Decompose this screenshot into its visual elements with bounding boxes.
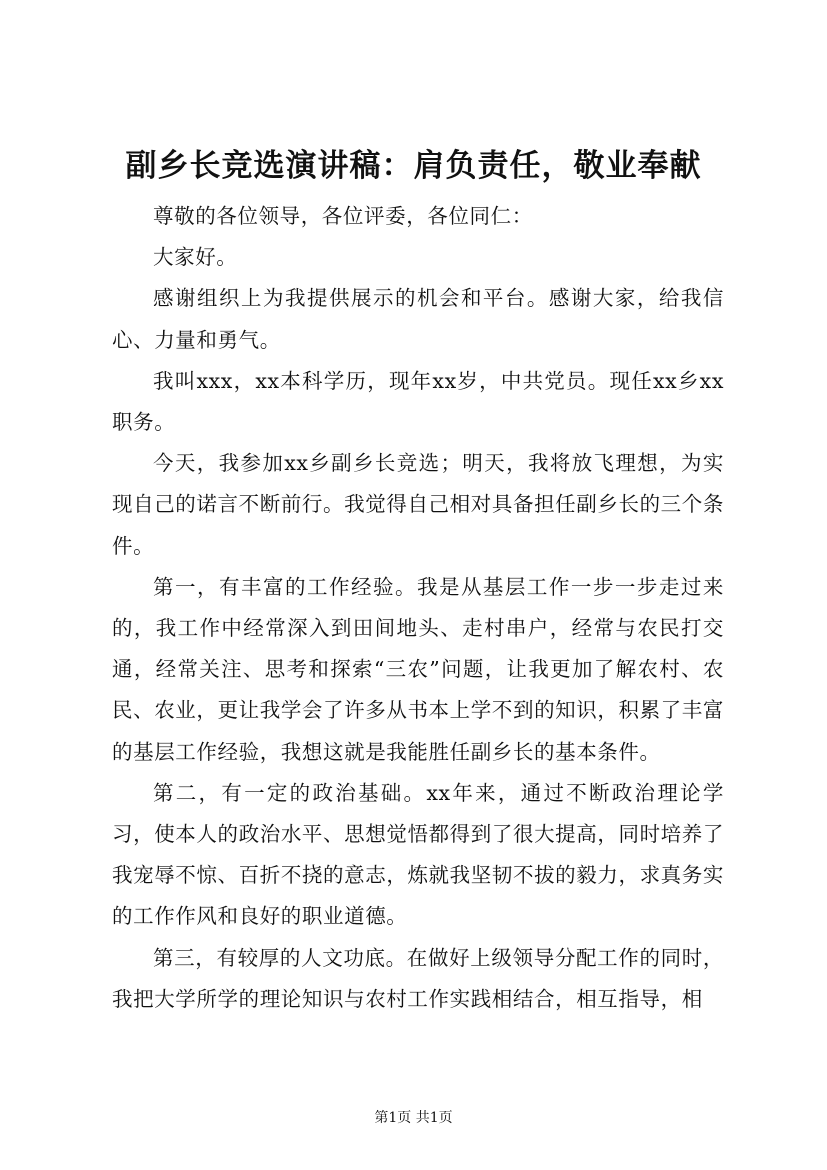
document-body	[112, 196, 724, 1020]
paragraph-salutation: 尊敬的各位领导，各位评委，各位同仁：	[153, 204, 533, 228]
paragraph-greeting: 大家好。	[153, 245, 238, 270]
paragraph-thanks: 感谢组织上为我提供展示的机会和平台。感谢大家，给我信心、力量和勇气。	[112, 286, 724, 352]
page-number-footer: 第1页 共1页	[374, 1110, 453, 1126]
paragraph-introduction: 我叫xxx，xx本科学历，现年xx岁，中共党员。现任xx乡xx职务。	[112, 368, 724, 435]
document-title: 副乡长竞选演讲稿：肩负责任，敬业奉献	[125, 148, 702, 184]
paragraph-candidacy: 今天，我参加xx乡副乡长竞选；明天，我将放飞理想，为实现自己的诺言不断前行。我觉得自己相对具备担任副乡长的三个条件。	[112, 451, 724, 558]
paragraph-first-condition: 第一，有丰富的工作经验。我是从基层工作一步一步走过来的，我工作中经常深入到田间地头、走村串户，经常与农民打交通，经常关注、思考和探索“三农”问题，让我更加了解农村、农民、农业，更让我学会了许多从书本上学不到的知识，积累了丰富的基层工作经验，我想这就是我能胜任副乡长的基本条件。	[112, 574, 724, 764]
paragraph-second-condition: 第二，有一定的政治基础。xx年来，通过不断政治理论学习，使本人的政治水平、思想觉悟都得到了很大提高，同时培养了我宠辱不惊、百折不挠的意志，炼就我坚韧不拔的毅力，求真务实的工作作风和良好的职业道德。	[112, 780, 724, 929]
paragraph-third-condition: 第三，有较厚的人文功底。在做好上级领导分配工作的同时，我把大学所学的理论知识与农村工作实践相结合，相互指导，相	[112, 945, 724, 1011]
